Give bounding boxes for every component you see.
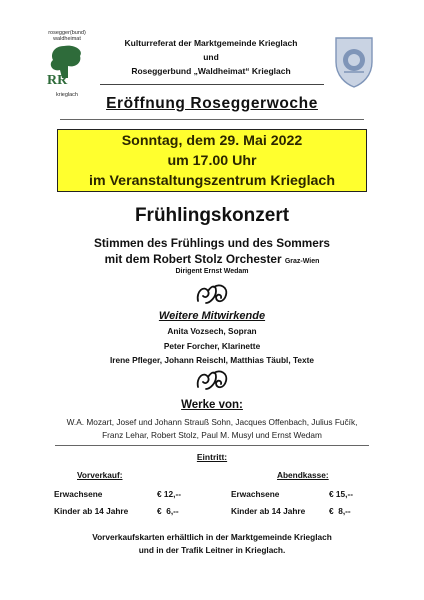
performer: Irene Pfleger, Johann Reischl, Matthias Täubl, Texte xyxy=(109,355,315,365)
logo-place: krieglach xyxy=(55,92,78,98)
header-line-1: Kulturreferat der Marktgemeinde Krieglach xyxy=(124,38,298,48)
logo-line-2: waldheimat xyxy=(53,36,81,42)
event-date: Sonntag, dem 29. Mai 2022 xyxy=(121,133,303,149)
price-value: € 12,-- xyxy=(157,489,181,499)
concert-title: Frühlingskonzert xyxy=(134,205,290,226)
composers-line-1: W.A. Mozart, Josef und Johann Strauß Sohn, Jacques Offenbach, Julius Fučík, xyxy=(66,417,358,427)
box-office-label: Abendkasse: xyxy=(277,470,329,480)
presale-info xyxy=(0,531,424,557)
header-divider xyxy=(100,84,324,85)
logo-line-1: rosegger(bund) xyxy=(48,30,86,36)
price-category: Kinder ab 14 Jahre xyxy=(54,506,129,516)
presale-info-line-1: Vorverkaufskarten erhältlich in der Marktgemeinde Krieglach xyxy=(92,532,332,542)
orchestra-city: Graz-Wien xyxy=(284,258,320,265)
price-value: € 8,-- xyxy=(329,506,351,516)
works-heading: Werke von: xyxy=(181,399,243,411)
price-value: € 6,-- xyxy=(157,506,179,516)
performer: Anita Vozsech, Sopran xyxy=(167,326,257,336)
price-value: € 15,-- xyxy=(329,489,353,499)
ornament-icon xyxy=(194,281,230,307)
conductor: Dirigent Ernst Wedam xyxy=(175,268,249,275)
page-title: Eröffnung Roseggerwoche xyxy=(106,95,318,112)
presale-label: Vorverkauf: xyxy=(77,470,123,480)
admission-heading: Eintritt: xyxy=(196,452,228,462)
title-divider xyxy=(60,119,364,120)
composers-line-2: Franz Lehar, Robert Stolz, Paul M. Musyl und Ernst Wedam xyxy=(102,430,322,440)
performers-heading: Weitere Mitwirkende xyxy=(158,310,266,322)
tree-icon xyxy=(44,42,90,86)
header-line-3: Roseggerbund „Waldheimat“ Krieglach xyxy=(131,66,291,76)
price-category: Kinder ab 14 Jahre xyxy=(231,506,306,516)
event-venue: im Veranstaltungszentrum Krieglach xyxy=(89,173,335,189)
section-divider xyxy=(55,445,369,446)
price-category: Erwachsene xyxy=(231,489,280,499)
orchestra-line xyxy=(0,252,424,266)
concert-subtitle: Stimmen des Frühlings und des Sommers xyxy=(94,236,330,250)
header-line-2: und xyxy=(203,52,219,62)
ornament-icon xyxy=(194,367,230,393)
performer: Peter Forcher, Klarinette xyxy=(163,341,261,351)
presale-info-line-2: und in der Trafik Leitner in Krieglach. xyxy=(138,545,286,555)
rosegger-bund-logo xyxy=(44,30,90,100)
orchestra-name: mit dem Robert Stolz Orchester xyxy=(104,252,282,266)
krieglach-coat-of-arms xyxy=(330,34,378,90)
logo-mark: RR xyxy=(47,73,68,86)
price-category: Erwachsene xyxy=(54,489,103,499)
event-time: um 17.00 Uhr xyxy=(167,153,257,169)
event-info-box xyxy=(57,129,367,192)
